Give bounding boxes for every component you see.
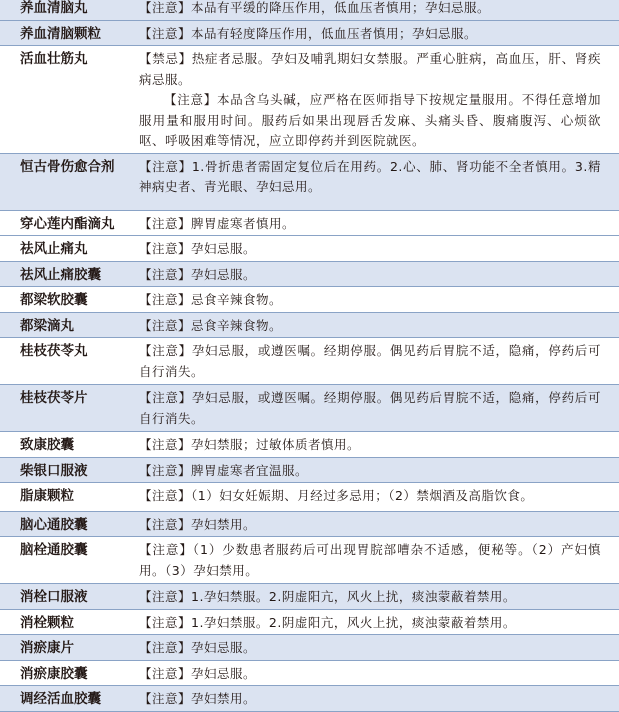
medicine-name: 脑心通胶囊 [20,516,88,533]
medicine-note: 【注意】孕妇禁服；过敏体质者慎用。 [139,437,361,452]
medicine-note: 【注意】孕妇禁用。 [139,516,257,532]
medicine-note: 【注意】孕妇忌服。 [139,241,257,256]
medicine-name: 致康胶囊 [20,437,74,453]
medicine-name: 消栓颗粒 [20,614,74,631]
medicine-name: 消瘀康胶囊 [20,665,88,682]
table-row [0,432,619,458]
medicine-name: 消瘀康片 [20,640,74,656]
medicine-name: 养血清脑颗粒 [20,25,101,42]
table-row [0,584,619,610]
medicine-name: 桂枝茯苓片 [20,390,88,406]
table-row [0,338,619,385]
medicine-note: 【注意】孕妇忌服，或遵医嘱。经期停服。偶见药后胃脘不适，隐痛，停药后可自行消失。 [139,343,601,379]
medicine-note: 【注意】孕妇忌服，或遵医嘱。经期停服。偶见药后胃脘不适，隐痛，停药后可自行消失。 [139,390,601,426]
medicine-name: 恒古骨伤愈合剂 [20,158,115,175]
table-row [0,154,619,211]
medicine-name: 穿心莲内酯滴丸 [20,215,115,232]
medicine-note: 【注意】孕妇忌服。 [139,266,257,282]
table-row [0,458,619,484]
table-row [0,661,619,687]
medicine-name: 都梁滴丸 [20,317,74,334]
medicine-note: 【注意】本品有轻度降压作用，低血压者慎用；孕妇忌服。 [139,25,478,41]
medicine-name: 活血壮筋丸 [20,51,88,67]
medicine-name: 柴银口服液 [20,462,88,479]
table-row [0,287,619,313]
medicine-note: 【禁忌】热症者忌服。孕妇及哺乳期妇女禁服。严重心脏病，高血压，肝、肾疾病忌服。 [139,51,601,87]
medicine-name: 祛风止痛丸 [20,241,88,257]
table-row [0,610,619,636]
table-row [0,0,619,21]
medicine-note: 【注意】孕妇忌服。 [139,640,257,655]
medicine-name: 脂康颗粒 [20,488,74,504]
medicine-note: 【注意】孕妇忌服。 [139,665,257,681]
medicine-note: 【注意】脾胃虚寒者宜温服。 [139,462,309,478]
medicine-note: 【注意】1.孕妇禁服。2.阴虚阳亢，风火上扰，痰浊蒙蔽着禁用。 [139,614,516,630]
medicine-note: 【注意】（1）少数患者服药后可出现胃脘部嘈杂不适感，便秘等。（2）产妇慎用。（3）孕妇禁用。 [139,542,601,578]
medicine-note: 【注意】脾胃虚寒者慎用。 [139,215,296,231]
medicine-note: 【注意】忌食辛辣食物。 [139,317,283,333]
medicine-note-extra: 【注意】本品含乌头碱，应严格在医师指导下按规定量服用。不得任意增加服用量和服用时间。服药后如果出现唇舌发麻、头痛头昏、腹痛腹泻、心烦欲呕、呼吸困难等情况，应立即停药并到医院就医。 [139,92,601,148]
medicine-note: 【注意】（1）妇女妊娠期、月经过多忌用；（2）禁烟酒及高脂饮食。 [139,488,534,503]
table-row [0,236,619,262]
table-row [0,686,619,712]
medicine-note: 【注意】1.骨折患者需固定复位后在用药。2.心、肺、肾功能不全者慎用。3.精神病史者、青光眼、孕妇忌用。 [139,158,601,194]
table-row [0,21,619,47]
medicine-note: 【注意】1.孕妇禁服。2.阴虚阳亢，风火上扰，痰浊蒙蔽着禁用。 [139,589,516,604]
table-row [0,46,619,154]
medicine-name: 养血清脑丸 [20,0,88,16]
table-row [0,211,619,237]
medicine-note: 【注意】孕妇禁用。 [139,691,257,706]
table-row [0,483,619,512]
table-row [0,635,619,661]
medicine-name: 消栓口服液 [20,589,88,605]
table-row [0,385,619,432]
medicine-name: 桂枝茯苓丸 [20,343,88,359]
table-row [0,512,619,538]
medicine-name: 都梁软胶囊 [20,292,88,308]
medicine-name: 脑栓通胶囊 [20,542,88,558]
table-row [0,262,619,288]
medicine-note: 【注意】本品有平缓的降压作用，低血压者慎用；孕妇忌服。 [139,0,491,15]
medicine-note: 【注意】忌食辛辣食物。 [139,292,283,307]
table-row [0,537,619,584]
table-row [0,313,619,339]
medicine-name: 祛风止痛胶囊 [20,266,101,283]
medicine-name: 调经活血胶囊 [20,691,101,707]
